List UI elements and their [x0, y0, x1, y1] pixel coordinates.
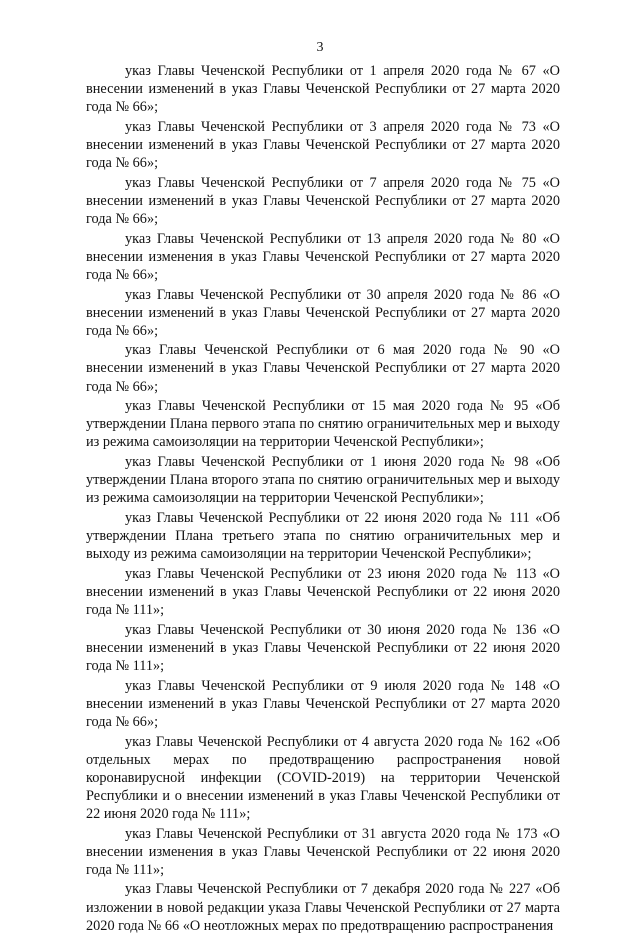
paragraph: указ Главы Чеченской Республики от 31 августа 2020 года № 173 «О внесении изменения в указ Главы Чеченской Республики от 22 июня 2020 года № 111»;	[86, 825, 560, 878]
page-number: 3	[316, 40, 324, 55]
paragraph: указ Главы Чеченской Республики от 30 апреля 2020 года № 86 «О внесении изменений в указ Главы Чеченской Республики от 27 марта 2020 года № 66»;	[86, 286, 560, 339]
paragraph: указ Главы Чеченской Республики от 3 апреля 2020 года № 73 «О внесении изменений в указ Главы Чеченской Республики от 27 марта 2020 года № 66»;	[86, 118, 560, 172]
paragraph: указ Главы Чеченской Республики от 22 июня 2020 года № 111 «Об утверждении Плана третьего этапа по снятию ограничительных мер и выходу из режима самоизоляции на территории Чеченской Республики»;	[86, 510, 560, 563]
paragraph: указ Главы Чеченской Республики от 4 августа 2020 года № 162 «Об отдельных мерах по предотвращению распространения новой коронавирусной инфекции (COVID-2019) на территории Чеченской Республики и о внесении изменений в указ Главы Чеченской Республики от 22 июня 2020 года № 111»;	[86, 733, 560, 822]
paragraph: указ Главы Чеченской Республики от 30 июня 2020 года № 136 «О внесении изменений в указ Главы Чеченской Республики от 22 июня 2020 года № 111»;	[86, 621, 560, 674]
paragraph: указ Главы Чеченской Республики от 7 апреля 2020 года № 75 «О внесении изменений в указ Главы Чеченской Республики от 27 марта 2020 года № 66»;	[86, 174, 560, 227]
paragraph: указ Главы Чеченской Республики от 15 мая 2020 года № 95 «Об утверждении Плана первого этапа по снятию ограничительных мер и выходу из режима самоизоляции на территории Чеченской Республики»;	[86, 398, 560, 451]
paragraph: указ Главы Чеченской Республики от 1 июня 2020 года № 98 «Об утверждении Плана второго этапа по снятию ограничительных мер и выходу из режима самоизоляции на территории Чеченской Республики»;	[86, 454, 560, 507]
paragraph: указ Главы Чеченской Республики от 1 апреля 2020 года № 67 «О внесении изменений в указ Главы Чеченской Республики от 27 марта 2020 года № 66»;	[86, 63, 560, 116]
paragraph: указ Главы Чеченской Республики от 9 июля 2020 года № 148 «О внесении изменений в указ Главы Чеченской Республики от 27 марта 2020 года № 66»;	[86, 677, 560, 730]
paragraph: указ Главы Чеченской Республики от 13 апреля 2020 года № 80 «О внесении изменения в указ Главы Чеченской Республики от 27 марта 2020 года № 66»;	[86, 230, 560, 283]
document-body	[86, 62, 560, 936]
paragraph: указ Главы Чеченской Республики от 7 декабря 2020 года № 227 «Об изложении в новой редакции указа Главы Чеченской Республики от 27 марта 2020 года № 66 «О неотложных мерах по предотвращению распространения	[86, 881, 560, 934]
paragraph: указ Главы Чеченской Республики от 6 мая 2020 года № 90 «О внесении изменений в указ Главы Чеченской Республики от 27 марта 2020 года № 66»;	[86, 342, 560, 395]
paragraph: указ Главы Чеченской Республики от 23 июня 2020 года № 113 «О внесении изменений в указ Главы Чеченской Республики от 22 июня 2020 года № 111»;	[86, 565, 560, 619]
